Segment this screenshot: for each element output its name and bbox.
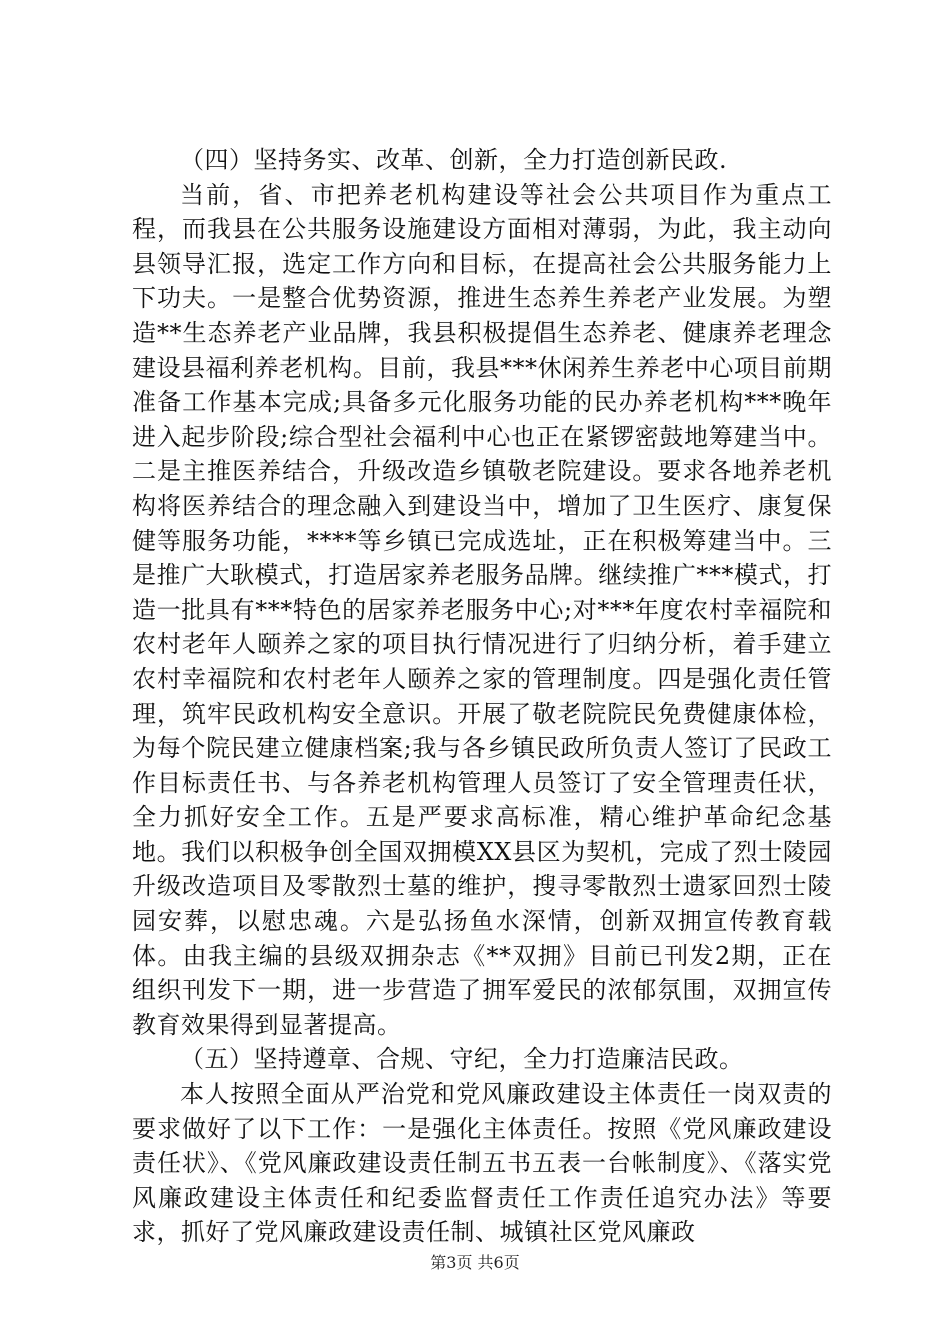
page-footer: 第3页 共6页	[430, 1253, 520, 1272]
document-body	[132, 143, 832, 1250]
body-paragraph: 当前，省、市把养老机构建设等社会公共项目作为重点工程，而我县在公共服务设施建设方面相对薄弱，为此，我主动向县领导汇报，选定工作方向和目标，在提高社会公共服务能力上下功夫。一是整合优势资源，推进生态养生养老产业发展。为塑造**生态养老产业品牌，我县积极提倡生态养老、健康养老理念建设县福利养老机构。目前，我县***休闲养生养老中心项目前期准备工作基本完成;具备多元化服务功能的民办养老机构***晚年进入起步阶段;综合型社会福利中心也正在紧锣密鼓地筹建当中。二是主推医养结合，升级改造乡镇敬老院建设。要求各地养老机构将医养结合的理念融入到建设当中，增加了卫生医疗、康复保健等服务功能，****等乡镇已完成选址，正在积极筹建当中。三是推广大耿模式，打造居家养老服务品牌。继续推广***模式，打造一批具有***特色的居家养老服务中心;对***年度农村幸福院和农村老年人颐养之家的项目执行情况进行了归纳分析，着手建立农村幸福院和农村老年人颐养之家的管理制度。四是强化责任管理，筑牢民政机构安全意识。开展了敬老院院民免费健康体检，为每个院民建立健康档案;我与各乡镇民政所负责人签订了民政工作目标责任书、与各养老机构管理人员签订了安全管理责任状，全力抓好安全工作。五是严要求高标准，精心维护革命纪念基地。我们以积极争创全国双拥模XX县区为契机，完成了烈士陵园升级改造项目及零散烈士墓的维护，搜寻零散烈士遗冢回烈士陵园安葬，以慰忠魂。六是弘扬鱼水深情，创新双拥宣传教育载体。由我主编的县级双拥杂志《**双拥》目前已刊发2期，正在组织刊发下一期，进一步营造了拥军爱民的浓郁氛围，双拥宣传教育效果得到显著提高。	[132, 180, 832, 1039]
section-heading-5: （五）坚持遵章、合规、守纪，全力打造廉洁民政。	[180, 1045, 744, 1074]
section-heading-4: （四）坚持务实、改革、创新，全力打造创新民政.	[180, 146, 728, 174]
body-paragraph: 本人按照全面从严治党和党风廉政建设主体责任一岗双责的要求做好了以下工作：一是强化主体责任。按照《党风廉政建设责任状》、《党风廉政建设责任制五书五表一台帐制度》、《落实党风廉政建设主体责任和纪委监督责任工作责任追究办法》等要求，抓好了党风廉政建设责任制、城镇社区党风廉政	[132, 1080, 832, 1247]
